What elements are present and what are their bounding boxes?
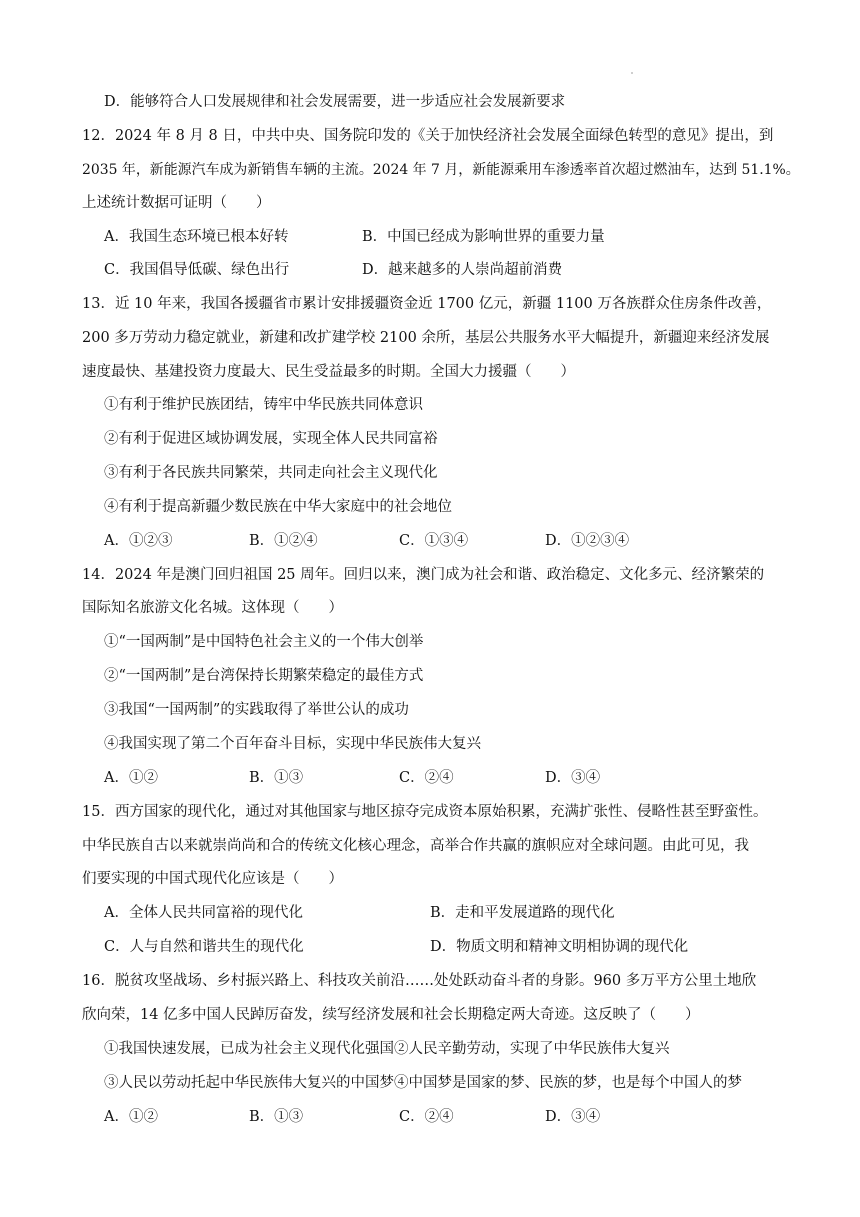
q14-option-d: D．③④	[545, 770, 601, 786]
q12-stem-line-2: 2035 年，新能源汽车成为新销售车辆的主流。2024 年 7 月，新能源乘用车渗透率首次超过燃油车，达到 51.1%。	[82, 162, 800, 178]
q15-option-c: C．人与自然和谐共生的现代化	[104, 939, 304, 955]
q12-stem-line-3: 上述统计数据可证明（ ）	[82, 195, 271, 211]
q11-option-d: D．能够符合人口发展规律和社会发展需要，进一步适应社会发展新要求	[104, 94, 566, 110]
q12-option-a: A．我国生态环境已根本好转	[104, 229, 289, 245]
q12-option-c: C．我国倡导低碳、绿色出行	[104, 262, 290, 278]
q16-option-a: A．①②	[104, 1109, 158, 1125]
q16-stem-line-1: 16．脱贫攻坚战场、乡村振兴路上、科技攻关前沿……处处跃动奋斗者的身影。960 多万平方公里土地欣	[82, 973, 757, 989]
q13-option-d: D．①②③④	[545, 533, 630, 549]
q13-statement-4: ④有利于提高新疆少数民族在中华大家庭中的社会地位	[104, 499, 452, 515]
q14-statement-2: ②“一国两制”是台湾保持长期繁荣稳定的最佳方式	[104, 668, 424, 684]
scan-speck	[631, 72, 633, 74]
q14-option-c: C．②④	[399, 770, 454, 786]
q13-stem-line-1: 13．近 10 年来，我国各援疆省市累计安排援疆资金近 1700 亿元，新疆 1100 万各族群众住房条件改善，	[82, 296, 772, 312]
q15-stem-line-3: 们要实现的中国式现代化应该是（ ）	[82, 871, 343, 887]
q14-stem-line-2: 国际知名旅游文化名城。这体现（ ）	[82, 600, 343, 616]
q16-statements-line-2: ③人民以劳动托起中华民族伟大复兴的中国梦④中国梦是国家的梦、民族的梦，也是每个中国人的梦	[104, 1075, 742, 1091]
q14-statement-3: ③我国“一国两制”的实践取得了举世公认的成功	[104, 702, 409, 718]
q14-stem-line-1: 14．2024 年是澳门回归祖国 25 周年。回归以来，澳门成为社会和谐、政治稳定、文化多元、经济繁荣的	[82, 567, 765, 583]
q13-stem-line-3: 速度最快、基建投资力度最大、民生受益最多的时期。全国大力援疆（ ）	[82, 364, 575, 380]
q16-option-b: B．①③	[249, 1109, 304, 1125]
q13-statement-1: ①有利于维护民族团结，铸牢中华民族共同体意识	[104, 397, 423, 413]
q15-option-a: A．全体人民共同富裕的现代化	[104, 905, 303, 921]
q15-stem-line-2: 中华民族自古以来就崇尚尚和合的传统文化核心理念，高举合作共赢的旗帜应对全球问题。由此可见，我	[82, 838, 749, 854]
q15-option-d: D．物质文明和精神文明相协调的现代化	[430, 939, 689, 955]
q13-statement-3: ③有利于各民族共同繁荣，共同走向社会主义现代化	[104, 465, 438, 481]
q14-option-b: B．①③	[249, 770, 304, 786]
q13-option-a: A．①②③	[104, 533, 173, 549]
q15-option-b: B．走和平发展道路的现代化	[430, 905, 615, 921]
q13-option-b: B．①②④	[249, 533, 318, 549]
q16-option-c: C．②④	[399, 1109, 454, 1125]
q12-option-b: B．中国已经成为影响世界的重要力量	[362, 229, 605, 245]
q14-statement-4: ④我国实现了第二个百年奋斗目标，实现中华民族伟大复兴	[104, 736, 481, 752]
q14-statement-1: ①“一国两制”是中国特色社会主义的一个伟大创举	[104, 634, 424, 650]
q13-stem-line-2: 200 多万劳动力稳定就业，新建和改扩建学校 2100 余所，基层公共服务水平大幅提升，新疆迎来经济发展	[82, 330, 770, 346]
q16-statements-line-1: ①我国快速发展，已成为社会主义现代化强国②人民辛勤劳动，实现了中华民族伟大复兴	[104, 1041, 670, 1057]
q14-option-a: A．①②	[104, 770, 158, 786]
q12-option-d: D．越来越多的人崇尚超前消费	[362, 262, 563, 278]
q15-stem-line-1: 15．西方国家的现代化，通过对其他国家与地区掠夺完成资本原始积累，充满扩张性、侵略性甚至野蛮性。	[82, 804, 768, 820]
q13-option-c: C．①③④	[399, 533, 469, 549]
q16-option-d: D．③④	[545, 1109, 601, 1125]
q13-statement-2: ②有利于促进区域协调发展，实现全体人民共同富裕	[104, 431, 438, 447]
q12-stem-line-1: 12．2024 年 8 月 8 日，中共中央、国务院印发的《关于加快经济社会发展全面绿色转型的意见》提出，到	[82, 128, 774, 144]
q16-stem-line-2: 欣向荣，14 亿多中国人民踔厉奋发，续写经济发展和社会长期稳定两大奇迹。这反映了（ ）	[82, 1007, 700, 1023]
